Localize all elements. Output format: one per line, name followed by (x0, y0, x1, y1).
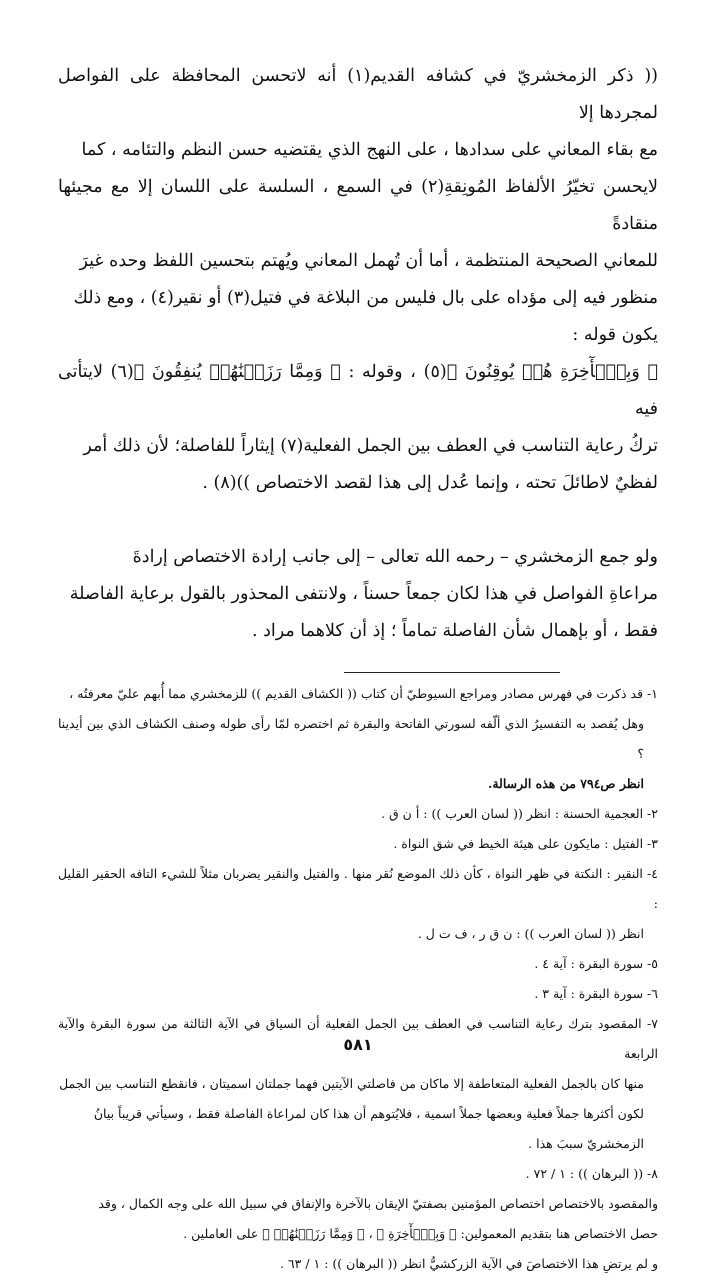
main-text (58, 58, 658, 650)
main-line: مع بقاء المعاني على سدادها ، على النهج الذي يقتضيه حسن النظم والتئامه ، كما (81, 140, 658, 160)
footnote-line: حصل الاختصاص هنا بتقديم المعمولين: ﴿ وَبِٱلۡأٓخِرَةِ ﴾ ، ﴿ وَمِمَّا رَزَقۡنَٰهُمۡ ﴾ على العاملين . (183, 1226, 658, 1241)
quran-line: ﴿ وَبِٱلۡأٓخِرَةِ هُمۡ يُوقِنُونَ ﴾(٥) ، وقوله : ﴿ وَمِمَّا رَزَقۡنَٰهُمۡ يُنفِقُونَ ﴾(٦) لايتأتى فيه (58, 362, 658, 419)
main-line: (( ذكر الزمخشريّ في كشافه القديم(١) أنه لاتحسن المحافظة على الفواصل لمجردها إلا (58, 66, 658, 123)
main-line: تركُ رعاية التناسب في العطف بين الجمل الفعلية(٧) إيثاراً للفاصلة؛ لأن ذلك أمر (83, 436, 658, 456)
footnote-line: وهل يُقصد به التفسيرُ الذي ألّفه لسورتي الفاتحة والبقرة ثم اختصره لمّا رأى طوله وصنف الكشاف الذي بين أيدينا ؟ (58, 716, 644, 761)
footnote-line: ٨- (( البرهان )) : ١ / ٧٢ . (525, 1166, 658, 1181)
footnote-line: انظر ص٧٩٤ من هذه الرسالة. (487, 776, 644, 791)
main-line: منظور فيه إلى مؤداه على بال فليس من البلاغة في فتيل(٣) أو نقير(٤) ، ومع ذلك (73, 288, 658, 308)
footnote-line: ٣- الفتيل : مايكون على هيئة الخيط في شق النواة . (393, 836, 658, 851)
footnote-line: لكون أكثرها جملاً فعلية وبعضها جملاً اسمية ، فلايُتوهم أن هذا كان لمراعاة الفاصلة فقط ، وسيأتي قريباً بيانُ (93, 1106, 644, 1121)
main-line: مراعاةِ الفواصل في هذا لكان جمعاً حسناً ، ولانتفى المحذور بالقول برعاية الفاصلة (69, 584, 658, 604)
footnote-line: ٥- سورة البقرة : آية ٤ . (534, 956, 658, 971)
page-number: ٥٨١ (343, 1035, 373, 1054)
footnote-line: الزمخشريّ سببَ هذا . (528, 1136, 644, 1151)
footnote-line: ٢- العجمية الحسنة : انظر (( لسان العرب )) : أ ن ق . (381, 806, 658, 821)
main-line: يكون قوله : (572, 325, 658, 345)
main-line: لفظيٌ لاطائلَ تحته ، وإنما عُدل إلى هذا لقصد الاختصاص ))(٨) . (202, 473, 658, 493)
footnotes (58, 672, 658, 1279)
footnote-line: و لم يرتضِ هذا الاختصاصَ في الآية الزركشيُّ انظر (( البرهان )) : ١ / ٦٣ . (279, 1256, 658, 1271)
main-line: فقط ، أو بإهمال شأن الفاصلة تماماً ؛ إذ أن كلاهما مراد . (251, 621, 658, 641)
main-line: ولو جمع الزمخشري – رحمه الله تعالى – إلى جانب إرادة الاختصاص إرادةَ (132, 547, 658, 567)
footnote-line: انظر (( لسان العرب )) : ن ق ر ، ف ت ل . (417, 926, 644, 941)
footnote-line: ٧- المقصود بترك رعاية التناسب في العطف بين الجمل الفعلية أن السياق في الآية الثالثة من سورة البقرة والآية الرابعة (58, 1016, 658, 1061)
footnote-line: منها كان بالجمل الفعلية المتعاطفة إلا ماكان من فاصلتي الآيتين فهما جملتان اسميتان ، فانقطع التناسب بين الجمل (59, 1076, 644, 1091)
footnote-line: ١- قد ذكرت في فهرس مصادر ومراجع السيوطيّ أن كتاب (( الكشاف القديم )) للزمخشري مما أُبهم عليّ معرفتُه ، (69, 686, 658, 701)
footnote-divider (344, 672, 560, 673)
main-line: لايحسن تخيّرُ الألفاظ المُونِقةِ(٢) في السمع ، السلسة على اللسان إلا مع مجيئها منقادةً (58, 177, 658, 234)
footnote-line: ٦- سورة البقرة : آية ٣ . (534, 986, 658, 1001)
footnote-line: والمقصود بالاختصاص اختصاص المؤمنين بصفتيّ الإيقان بالآخرة والإنفاق في سبيل الله على وجه الكمال ، وقد (98, 1196, 658, 1211)
main-line: للمعاني الصحيحة المنتظمة ، أما أن تُهمل المعاني ويُهتم بتحسين اللفظ وحده غيرَ (79, 251, 658, 271)
footnote-line: ٤- النقير : النكتة في ظهر النواة ، كأن ذلك الموضع نُقر منها . والفتيل والنقير يضربان مثلاً للشيء التافه الحقير القليل : (58, 866, 658, 911)
